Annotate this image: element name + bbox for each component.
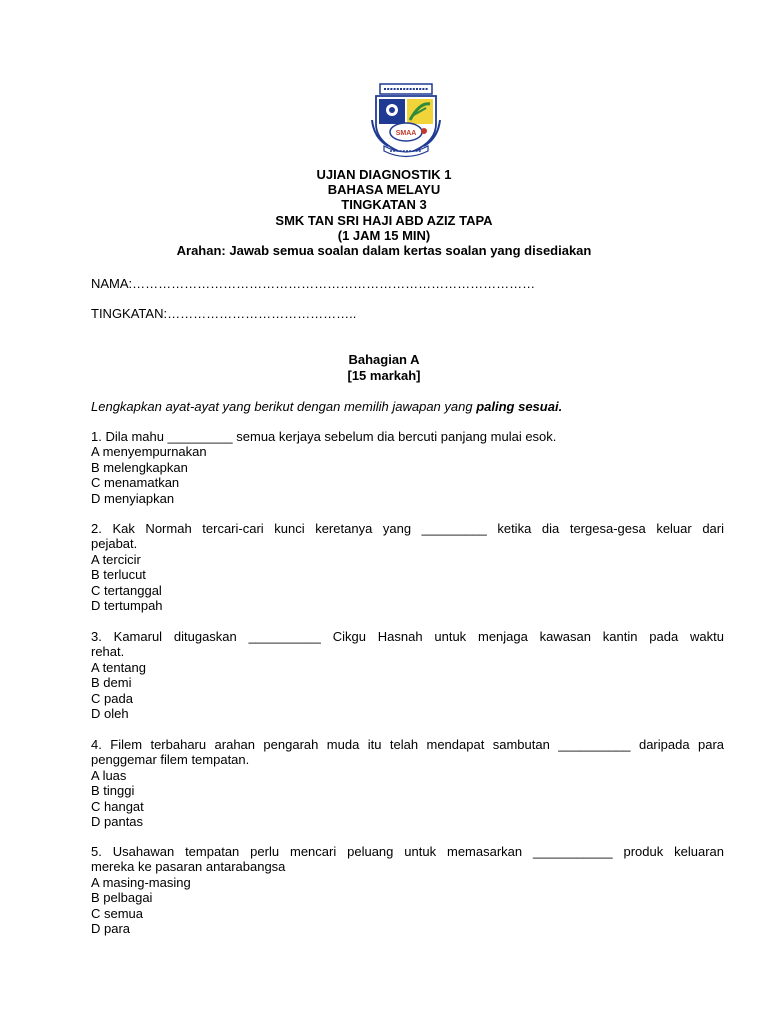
class-field[interactable]: TINGKATAN:…………………………………….. xyxy=(91,306,357,321)
school-crest-icon xyxy=(370,80,442,160)
school-name: SMK TAN SRI HAJI ABD AZIZ TAPA xyxy=(275,212,493,228)
question-text: 5. Usahawan tempatan perlu mencari peluang untuk memasarkan ___________ produk keluaran xyxy=(91,844,724,859)
option-d[interactable]: D menyiapkan xyxy=(91,490,175,506)
option-b[interactable]: B tinggi xyxy=(91,783,135,799)
name-field[interactable]: NAMA:………………………………………………………………………………… xyxy=(91,276,536,291)
option-b[interactable]: B terlucut xyxy=(91,567,146,583)
option-b[interactable]: B melengkapkan xyxy=(91,459,188,475)
question-text-continued: rehat. xyxy=(91,644,125,660)
question-2 xyxy=(91,521,724,613)
question-text: 3. Kamarul ditugaskan __________ Cikgu Hasnah untuk menjaga kawasan kantin pada waktu xyxy=(91,629,724,644)
exam-duration: (1 JAM 15 MIN) xyxy=(337,227,431,243)
form-level: TINGKATAN 3 xyxy=(341,197,427,213)
option-d[interactable]: D tertumpah xyxy=(91,598,163,614)
section-marks: [15 markah] xyxy=(347,367,421,383)
question-text-continued: penggemar filem tempatan. xyxy=(91,752,250,768)
exam-title: UJIAN DIAGNOSTIK 1 xyxy=(316,167,452,182)
svg-text:SMAA: SMAA xyxy=(395,130,417,137)
question-5 xyxy=(91,844,724,936)
section-instruction xyxy=(91,399,562,414)
option-a[interactable]: A masing-masing xyxy=(91,874,191,890)
option-d[interactable]: D oleh xyxy=(91,706,129,722)
option-c[interactable]: C pada xyxy=(91,690,133,706)
option-c[interactable]: C hangat xyxy=(91,798,144,814)
subject-title: BAHASA MELAYU xyxy=(327,182,441,198)
option-c[interactable]: C semua xyxy=(91,905,144,921)
exam-header xyxy=(0,167,768,258)
option-b[interactable]: B demi xyxy=(91,675,132,691)
question-text: 4. Filem terbaharu arahan pengarah muda itu telah mendapat sambutan __________ daripada para xyxy=(91,737,724,752)
option-d[interactable]: D para xyxy=(91,921,131,937)
instruction-emphasis: paling sesuai. xyxy=(476,399,563,414)
school-logo xyxy=(370,80,442,160)
question-text-continued: pejabat. xyxy=(91,536,138,552)
option-a[interactable]: A tercicir xyxy=(91,551,141,567)
question-text-continued: mereka ke pasaran antarabangsa xyxy=(91,859,286,875)
section-heading xyxy=(0,352,768,383)
option-d[interactable]: D pantas xyxy=(91,814,144,830)
option-c[interactable]: C tertanggal xyxy=(91,582,162,598)
question-text: 1. Dila mahu _________ semua kerjaya sebelum dia bercuti panjang mulai esok. xyxy=(91,429,557,444)
option-b[interactable]: B pelbagai xyxy=(91,890,153,906)
instruction-text: Lengkapkan ayat-ayat yang berikut dengan memilih jawapan yang xyxy=(91,399,477,414)
question-4 xyxy=(91,737,724,829)
section-title: Bahagian A xyxy=(348,352,420,367)
option-c[interactable]: C menamatkan xyxy=(91,475,180,491)
option-a[interactable]: A tentang xyxy=(91,659,146,675)
question-3 xyxy=(91,629,724,721)
option-a[interactable]: A menyempurnakan xyxy=(91,444,207,460)
question-1 xyxy=(91,429,724,506)
question-text: 2. Kak Normah tercari-cari kunci keretanya yang _________ ketika dia tergesa-gesa keluar dari xyxy=(91,521,724,536)
option-a[interactable]: A luas xyxy=(91,767,127,783)
exam-instructions: Arahan: Jawab semua soalan dalam kertas soalan yang disediakan xyxy=(176,243,592,259)
